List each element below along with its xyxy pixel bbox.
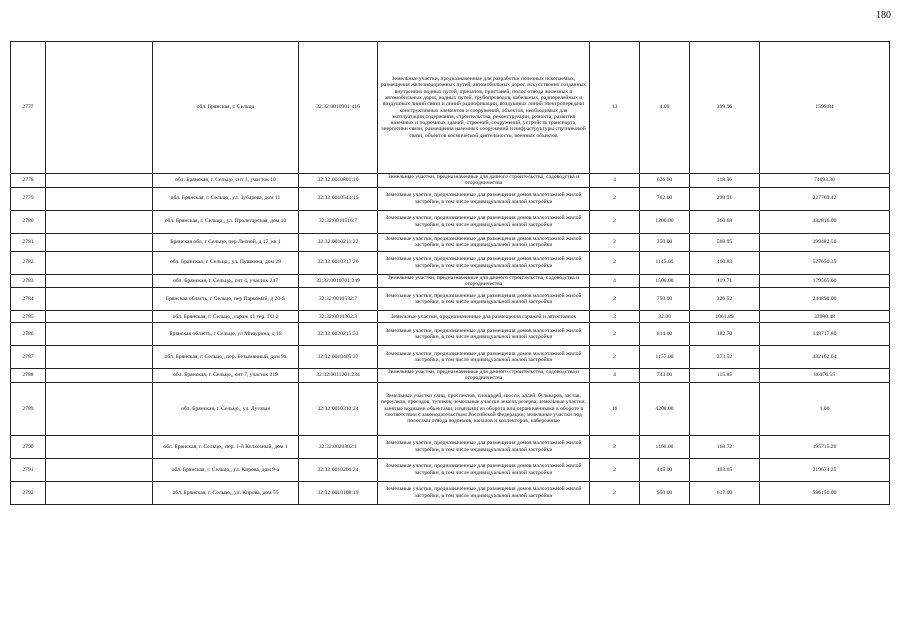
cell-cadastral-value: 74093.36	[760, 174, 890, 188]
cell-address: обл. Брянская, г. Сельцо,, снт 7, участок 219	[153, 369, 299, 383]
cell-area: 626.00	[640, 174, 690, 188]
cell-cadastral-number: 32:32:0010108:19	[299, 481, 378, 504]
cell-cadastral-number: 32:32:0010317:26	[299, 251, 378, 274]
cell-number: 2778	[11, 174, 46, 188]
cell-address: обл. Брянская, г. Сельцо,, ул. Пушкина, дом 29	[153, 251, 299, 274]
cell-area: 4.00	[640, 42, 690, 174]
cell-specific-value: 360.68	[690, 210, 760, 233]
cell-address: Брянская обл, г Сельцо, пер Лесной, д 17, кв 1	[153, 233, 299, 251]
cell-use-code: 2	[590, 481, 640, 504]
cell-land-use: Земельные участки, предназначенные для размещения домов малоэтажной жилой застройки, в том числе индивидуальной жилой застройки	[378, 481, 590, 504]
cell-cadastral-value: 179565.00	[760, 274, 890, 288]
cell-cadastral-value: 1.00	[760, 382, 890, 435]
cell-specific-value: 168.72	[690, 435, 760, 458]
cell-specific-value: 1061.89	[690, 311, 760, 323]
cell-specific-value: 326.52	[690, 288, 760, 311]
cell-cadastral-number: 32:32:0010206:24	[299, 458, 378, 481]
table-row	[11, 288, 890, 311]
cell-cadastral-number: 32:32:0010405:37	[299, 346, 378, 369]
cell-blank	[46, 458, 153, 481]
cell-blank	[46, 251, 153, 274]
cell-use-code: 2	[590, 251, 640, 274]
cell-land-use: Земельные участки, предназначенные для размещения домов малоэтажной жилой застройки, в том числе индивидуальной жилой застройки	[378, 251, 590, 274]
cell-address: Брянская область, г Сельцо, ул Мичурина, д 18	[153, 323, 299, 346]
cell-use-code: 2	[590, 458, 640, 481]
cell-land-use: Земельные участки, предназначенные для разработки полезных ископаемых, размещения железнодорожных путей, автомобильных дорог, искусственно созданных внутренних водных путей, причалов, пристаней, полос отвода железных и автомобильных дорог, водных путей, трубопроводов, кабельных, радиорелейных и воздушных линий связи и линий радиофикации, воздушных линий электропередачи конструктивных элементов и сооружений, объектов, необходимых для эксплуатации,содержания, строительства, реконструкции, ремонта, развития наземных и подземных зданий, строений, сооружений, устройств транспорта, энергетики связи; размещения наземных сооружений и инфраструктуры спутниковой связи, объектов космической деятельности, военных объектов	[378, 42, 590, 174]
cell-land-use: Земельные участки, предназначенные для размещения домов малоэтажной жилой застройки, в том числе индивидуальной жилой застройки	[378, 323, 590, 346]
cell-address: обл. Брянская, г. Сельцо,, снт 4, участок 247	[153, 274, 299, 288]
cell-address: обл. Брянская, г. Сельцо,, ул. Зубарева, дом 11	[153, 187, 299, 210]
land-registry-table	[10, 41, 890, 505]
cell-cadastral-number: 32:32:0010801:10	[299, 174, 378, 188]
cell-number: 2783	[11, 274, 46, 288]
cell-area: 1200.00	[640, 210, 690, 233]
cell-blank	[46, 346, 153, 369]
cell-number: 2780	[11, 210, 46, 233]
cell-cadastral-number: 32:32:0010543:19	[299, 187, 378, 210]
cell-cadastral-value: 148717.80	[760, 323, 890, 346]
cell-cadastral-number: 32:32:0020302:1	[299, 435, 378, 458]
cell-area: 1160.00	[640, 435, 690, 458]
cell-area: 350.00	[640, 233, 690, 251]
cell-land-use: Земельные участки, предназначенные для размещения домов малоэтажной жилой застройки, в том числе индивидуальной жилой застройки	[378, 458, 590, 481]
cell-number: 2782	[11, 251, 46, 274]
cell-number: 2788	[11, 369, 46, 383]
cell-use-code: 2	[590, 435, 640, 458]
cell-address: обл. Брянская, г. Сельцо,, ул. Кирова, дом 55	[153, 481, 299, 504]
table-row	[11, 435, 890, 458]
cell-address: обл. Брянская, г. Сельцо, снт 1, участок 10	[153, 174, 299, 188]
cell-number: 2786	[11, 323, 46, 346]
table-row	[11, 233, 890, 251]
cell-land-use: Земельные участки, предназначенные для размещения домов малоэтажной жилой застройки, в том числе индивидуальной жилой застройки	[378, 288, 590, 311]
cell-cadastral-value: 195715.20	[760, 435, 890, 458]
cell-cadastral-value: 33980.48	[760, 311, 890, 323]
cell-use-code: 2	[590, 288, 640, 311]
cell-address: обл. Брянская, г. Сельцо,, ул. Кирова, дом 9-а	[153, 458, 299, 481]
cell-blank	[46, 435, 153, 458]
cell-number: 2777	[11, 42, 46, 174]
cell-cadastral-value: 432162.64	[760, 346, 890, 369]
cell-cadastral-value: 432816.00	[760, 210, 890, 233]
cell-cadastral-value: 244890.00	[760, 288, 890, 311]
cell-cadastral-value: 527650.35	[760, 251, 890, 274]
cell-number: 2791	[11, 458, 46, 481]
cell-blank	[46, 274, 153, 288]
cell-land-use: Земельные участки, предназначенные для размещения домов малоэтажной жилой застройки, в том числе индивидуальной жилой застройки	[378, 346, 590, 369]
cell-address: обл. Брянская, г. Сельцо,, пер. Безымянный, дом 9а	[153, 346, 299, 369]
cell-use-code: 4	[590, 174, 640, 188]
cell-address: Брянская область, г Сельцо, пер Парковый, д 20-Б	[153, 288, 299, 311]
cell-blank	[46, 233, 153, 251]
cell-cadastral-value: 219674.25	[760, 458, 890, 481]
cell-use-code: 4	[590, 274, 640, 288]
cell-land-use: Земельные участки, предназначенные для размещения домов малоэтажной жилой застройки, в том числе индивидуальной жилой застройки	[378, 210, 590, 233]
cell-blank	[46, 323, 153, 346]
cell-use-code: 2	[590, 210, 640, 233]
cell-cadastral-value: 1599.84	[760, 42, 890, 174]
cell-address: обл. Брянская, г. Сельцо,, ул. Пролетарская, дом 10	[153, 210, 299, 233]
cell-area: 1157.00	[640, 346, 690, 369]
cell-land-use: Земельные участки, предназначенные для размещения домов малоэтажной жилой застройки, в том числе индивидуальной жилой застройки	[378, 187, 590, 210]
cell-land-use: Земельные участки, предназначенные для размещения гаражей и автостоянок	[378, 311, 590, 323]
cell-specific-value: 493.65	[690, 458, 760, 481]
cell-area: 445.00	[640, 458, 690, 481]
cell-area: 1500.00	[640, 274, 690, 288]
cell-blank	[46, 174, 153, 188]
cell-number: 2784	[11, 288, 46, 311]
cell-number: 2779	[11, 187, 46, 210]
cell-address: обл. Брянская, г. Сельцо	[153, 42, 299, 174]
cell-land-use: Земельные участки, предназначенные для дачного строительства, садоводства и огородничества	[378, 274, 590, 288]
table-row	[11, 187, 890, 210]
cell-specific-value: 569.95	[690, 233, 760, 251]
cell-land-use: Земельные участки, предназначенные для дачного строительства, садоводства и огородничества	[378, 174, 590, 188]
cell-specific-value: 373.52	[690, 346, 760, 369]
cell-specific-value: 399.96	[690, 42, 760, 174]
cell-cadastral-number: 32:32:0010901:416	[299, 42, 378, 174]
cell-number: 2789	[11, 382, 46, 435]
cell-cadastral-number: 32:32:0010302:3	[299, 311, 378, 323]
cell-address: обл. Брянская, г. Сельцо,, ул. Луговая	[153, 382, 299, 435]
cell-cadastral-number: 32:32:0010532:7	[299, 288, 378, 311]
table-row	[11, 174, 890, 188]
cell-cadastral-number: 32:32:0010310:24	[299, 382, 378, 435]
table-row	[11, 311, 890, 323]
cell-use-code: 16	[590, 382, 640, 435]
cell-number: 2787	[11, 346, 46, 369]
table-row	[11, 42, 890, 174]
table-row	[11, 346, 890, 369]
cell-cadastral-number: 32:32:0010211:22	[299, 233, 378, 251]
cell-specific-value: 182.70	[690, 323, 760, 346]
cell-use-code: 2	[590, 233, 640, 251]
cell-use-code: 2	[590, 346, 640, 369]
table-row	[11, 369, 890, 383]
cell-cadastral-value: 86076.55	[760, 369, 890, 383]
cell-cadastral-number: 32:32:0010516:7	[299, 210, 378, 233]
cell-blank	[46, 369, 153, 383]
cell-address: обл. Брянская, г. Сельцо,, пер. 1-й Колхозный, дом 1	[153, 435, 299, 458]
table-row	[11, 251, 890, 274]
cell-blank	[46, 311, 153, 323]
cell-cadastral-number: 32:32:0011201:234	[299, 369, 378, 383]
cell-land-use: Земельные участки, предназначенные для размещения домов малоэтажной жилой застройки, в том числе индивидуальной жилой застройки	[378, 435, 590, 458]
cell-use-code: 2	[590, 323, 640, 346]
table-row	[11, 274, 890, 288]
cell-area: 32.00	[640, 311, 690, 323]
table-row	[11, 210, 890, 233]
cell-area: 1145.00	[640, 251, 690, 274]
cell-cadastral-value: 199482.50	[760, 233, 890, 251]
cell-cadastral-number: 32:32:0020215:53	[299, 323, 378, 346]
cell-specific-value: 298.91	[690, 187, 760, 210]
cell-specific-value: 617.00	[690, 481, 760, 504]
table-row	[11, 382, 890, 435]
cell-use-code: 3	[590, 311, 640, 323]
cell-blank	[46, 288, 153, 311]
cell-blank	[46, 481, 153, 504]
cell-blank	[46, 382, 153, 435]
page-number: 180	[876, 10, 891, 21]
cell-number: 2781	[11, 233, 46, 251]
cell-address: обл. Брянская, г. Сельцо,, гараж 41 тер. ГО 2	[153, 311, 299, 323]
cell-cadastral-number: 32:32:0010701:249	[299, 274, 378, 288]
cell-use-code: 4	[590, 369, 640, 383]
cell-specific-value: 119.71	[690, 274, 760, 288]
cell-blank	[46, 42, 153, 174]
cell-specific-value: 460.83	[690, 251, 760, 274]
cell-area: 750.00	[640, 288, 690, 311]
cell-cadastral-value: 227769.42	[760, 187, 890, 210]
cell-use-code: 2	[590, 187, 640, 210]
cell-land-use: Земельные участки, предназначенные для дачного строительства, садоводства и огородничества	[378, 369, 590, 383]
cell-number: 2790	[11, 435, 46, 458]
cell-area: 4208.00	[640, 382, 690, 435]
cell-land-use: Земельные участки, предназначенные для размещения домов малоэтажной жилой застройки, в том числе индивидуальной жилой застройки	[378, 233, 590, 251]
cell-blank	[46, 210, 153, 233]
table-row	[11, 481, 890, 504]
cell-blank	[46, 187, 153, 210]
cell-specific-value: 115.85	[690, 369, 760, 383]
cell-area: 743.00	[640, 369, 690, 383]
cell-cadastral-value: 586150.00	[760, 481, 890, 504]
table-row	[11, 323, 890, 346]
cell-specific-value: 118.36	[690, 174, 760, 188]
cell-specific-value	[690, 382, 760, 435]
table-row	[11, 458, 890, 481]
cell-area: 950.00	[640, 481, 690, 504]
cell-area: 762.00	[640, 187, 690, 210]
cell-land-use: Земельные участки улиц, проспектов, площадей, шоссе, аллей, бульваров, застав, переулков, проездов, тупиков; земельные участки земель резерва; земельные участки, занятые водными объектами, изъятыми из оборота или ограниченными в обороте в соответствии с законодательством Российской Федерации; земельные участки под полосами отвода водоемов, каналов и коллекторов, набережные	[378, 382, 590, 435]
cell-use-code: 13	[590, 42, 640, 174]
cell-area: 814.00	[640, 323, 690, 346]
cell-number: 2792	[11, 481, 46, 504]
cell-number: 2785	[11, 311, 46, 323]
